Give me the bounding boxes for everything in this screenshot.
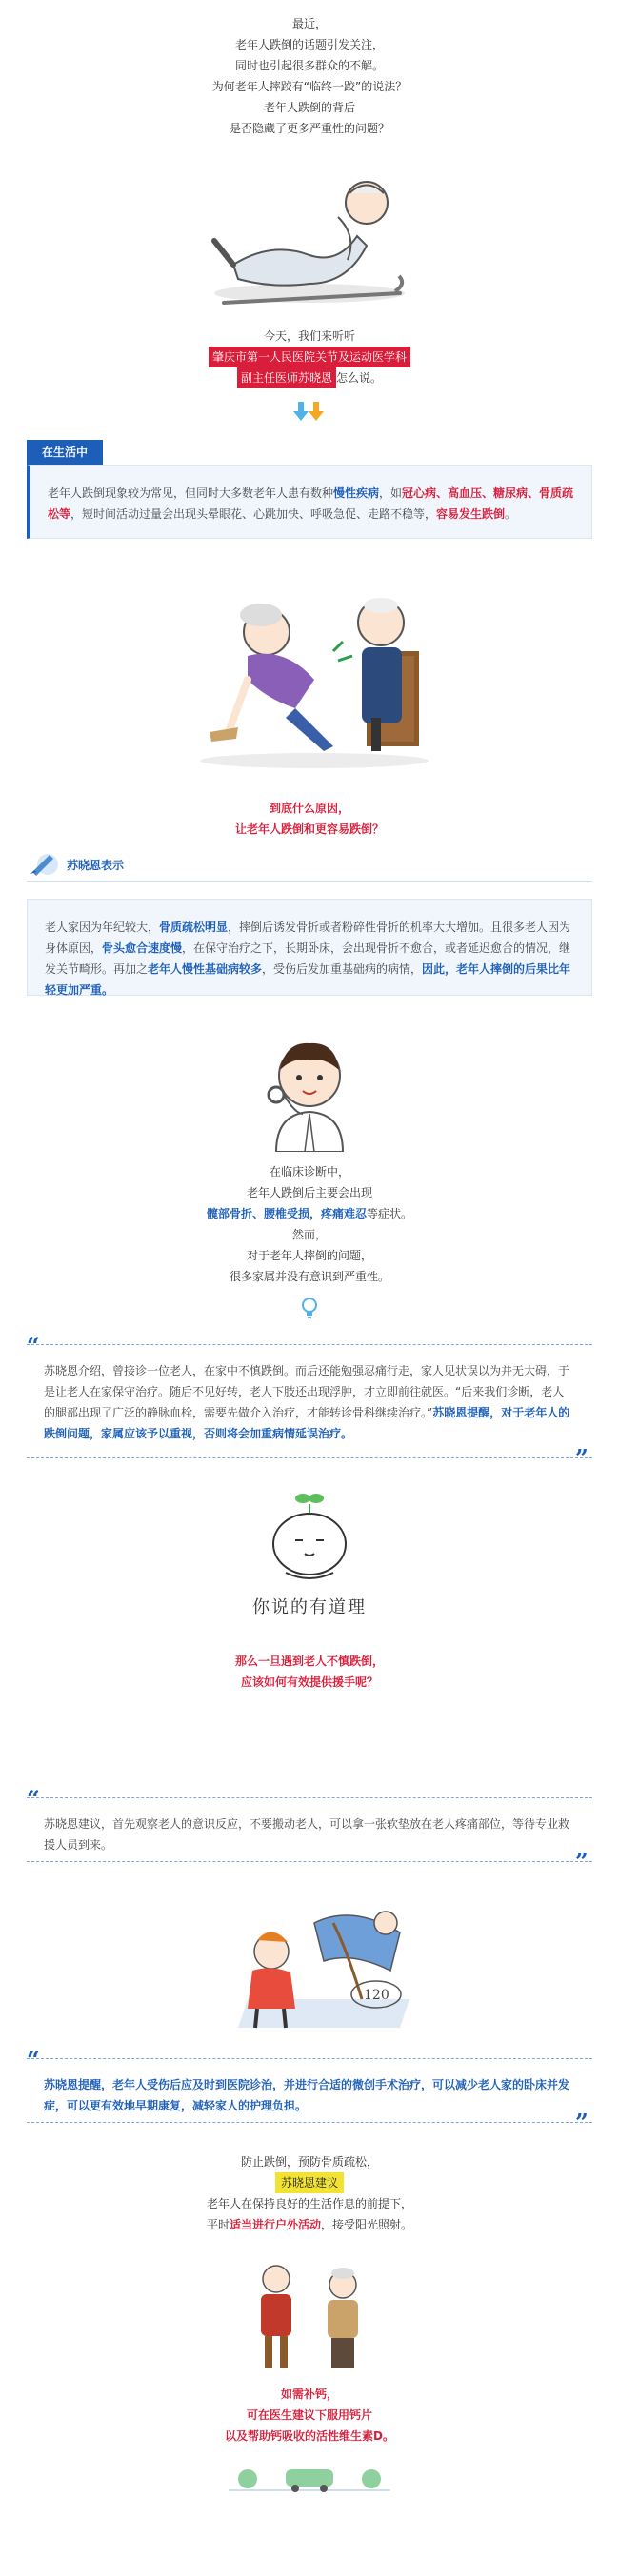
close-quote-icon: ” [575, 1444, 589, 1472]
prevention-line: 防止跌倒，预防骨质疏松， [240, 2155, 378, 2169]
question-2-line: 应该如何有效提供援手呢？ [240, 1675, 378, 1689]
box-reason-text-part: ，受伤后发加重基础病的病情， [262, 962, 423, 976]
footer-decoration [229, 2456, 390, 2494]
reason-box [27, 899, 592, 996]
closing-line: 以及帮助钙吸收的活性维生素D。 [225, 2429, 394, 2443]
intro-line: 老年人跌倒的背后 [263, 101, 355, 114]
intro-line: 是否隐藏了更多严重性的问题？ [229, 122, 389, 135]
falling-elder-illustration [195, 150, 424, 312]
close-quote-icon: ” [575, 1848, 589, 1875]
closing-line: 可在医生建议下服用钙片 [246, 2408, 372, 2422]
case-box [27, 1344, 592, 1458]
prevention-line4-prefix: 平时 [206, 2218, 230, 2231]
section-life-text-part: 慢性疾病 [333, 486, 380, 500]
prevention-line: 老年人在保持良好的生活作息的前提下， [206, 2197, 412, 2210]
lightbulb-icon [300, 1297, 319, 1319]
question-2-line: 那么一旦遇到老人不慎跌倒， [234, 1655, 384, 1668]
case-box-text-part: 苏晓恩提醒，对于老年人的跌倒问题，家属应该予以重视，否则将会加重病情延误治疗。 [44, 1406, 570, 1440]
section-life-text-part: ，如 [379, 486, 403, 500]
clinical-line: 然而， [291, 1228, 327, 1241]
phone-number-label: 120 [364, 1988, 389, 2003]
box-reason-text-part: 因此，老年人摔倒的后果比年轻更加严重。 [45, 962, 571, 997]
doctor-illustration [257, 1028, 362, 1152]
remind-text: 苏晓恩提醒，老年人受伤后应及时到医院诊治，并进行合适的微创手术治疗，可以减少老人家的卧床并发症，可以更有效地早期康复，减轻家人的护理负担。 [44, 2078, 570, 2112]
section-life-text-part: 老年人跌倒现象较为常见，但同时大多数老年人患有数种 [48, 486, 334, 500]
box-reason-text-part: 骨质疏松明显 [159, 921, 229, 934]
intro-line: 老年人跌倒的话题引发关注， [234, 38, 384, 51]
clinical-line: 在临床诊断中， [269, 1165, 349, 1179]
speaker-label: 苏晓恩表示 [67, 859, 125, 872]
case-box-text-part: 苏晓恩介绍，曾接诊一位老人，在家中不慎跌倒。而后还能勉强忍痛行走，家人见状误以为并无大碍，于是让老人在家保守治疗。随后不见好转，老人下肢还出现浮肿，才立即前往就医。“后来我们诊断，老人的腿部出现了广泛的静脉血栓，需要先做介入治疗，才能转诊骨科继续治疗。” [44, 1364, 570, 1419]
section-life-text-part: ，短时间活动过量会出现头晕眼花、心跳加快、呼吸急促、走路不稳等， [70, 507, 437, 521]
prevention-line4-suffix: ，接受阳光照射。 [321, 2218, 413, 2231]
expert-intro [0, 326, 619, 388]
question-1 [0, 798, 619, 840]
intro-line: 最近， [291, 17, 327, 30]
section-life-text-part: 冠心病、高血压、糖尿病、骨质疏松等 [48, 486, 574, 521]
remind-box [27, 2058, 592, 2123]
doctor-name: 副主任医师苏晓恩 [237, 367, 336, 388]
prevention-block [0, 2151, 619, 2235]
closing-block [0, 2384, 619, 2447]
life-section-box [27, 465, 592, 539]
section-life-text-part: 。 [505, 507, 517, 521]
close-quote-icon: ” [575, 2109, 589, 2136]
advice-text: 苏晓恩建议，首先观察老人的意识反应，不要搬动老人，可以拿一张软垫放在老人疼痛部位，等待专业救援人员到来。 [44, 1817, 570, 1852]
clinical-line: 对于老年人摔倒的问题， [246, 1249, 372, 1262]
clinical-injuries: 髋部骨折、腰椎受损，疼痛难忍 [206, 1207, 367, 1220]
reasonable-caption-text: 你说的有道理 [252, 1597, 367, 1617]
intro-block [0, 13, 619, 139]
open-quote-icon: “ [27, 1785, 40, 1813]
question-1-line: 让老年人跌倒和更容易跌倒？ [234, 822, 384, 836]
intro-line: 为何老年人摔跤有“临终一跤”的说法？ [211, 80, 408, 93]
section-life-text-part: 容易发生跌倒 [436, 507, 506, 521]
open-quote-icon: “ [27, 1332, 40, 1359]
advice-box [27, 1797, 592, 1862]
reasonable-caption [0, 1594, 619, 1618]
clinical-line: 很多家属并没有意识到严重性。 [229, 1270, 389, 1283]
box-reason-text-part: 老人家因为年纪较大， [45, 921, 160, 934]
question-2 [0, 1651, 619, 1693]
clinical-injuries-suffix: 等症状。 [367, 1207, 413, 1220]
prevention-highlight: 适当进行户外活动 [229, 2218, 321, 2231]
box-reason-text-part: 老年人慢性基础病较多 [148, 962, 263, 976]
rescue-illustration [219, 1894, 419, 2037]
prevention-tag: 苏晓恩建议 [275, 2172, 344, 2193]
sprout-character-illustration [257, 1485, 362, 1590]
speaker-header [27, 849, 592, 882]
life-section-tag [27, 440, 103, 465]
down-arrows-icon [290, 400, 329, 423]
expert-intro-suffix: 怎么说。 [336, 371, 383, 385]
pen-icon [27, 851, 59, 876]
closing-line: 如需补钙， [280, 2388, 338, 2401]
intro-line: 同时也引起很多群众的不解。 [234, 59, 384, 72]
life-section-tag-label: 在生活中 [42, 446, 89, 459]
expert-intro-line: 今天，我们来听听 [263, 329, 355, 343]
clinical-block [0, 1161, 619, 1287]
box-reason-text-part: ，在保守治疗之下，长期卧床，会出现骨折不愈合，或者延迟愈合的情况，继发关节畸形。再加之 [45, 941, 571, 976]
clinical-line: 老年人跌倒后主要会出现 [246, 1186, 372, 1199]
hospital-name: 肇庆市第一人民医院关节及运动医学科 [209, 347, 410, 367]
box-reason-text-part: 骨头愈合速度慢 [102, 941, 183, 955]
walking-elders-illustration [229, 2260, 390, 2374]
elderly-couple-illustration [190, 565, 438, 775]
question-1-line: 到底什么原因， [269, 802, 349, 815]
box-reason-text-part: ，摔倒后诱发骨折或者粉碎性骨折的机率大大增加。且很多老人因为身体原因， [45, 921, 571, 955]
open-quote-icon: “ [27, 2046, 40, 2073]
